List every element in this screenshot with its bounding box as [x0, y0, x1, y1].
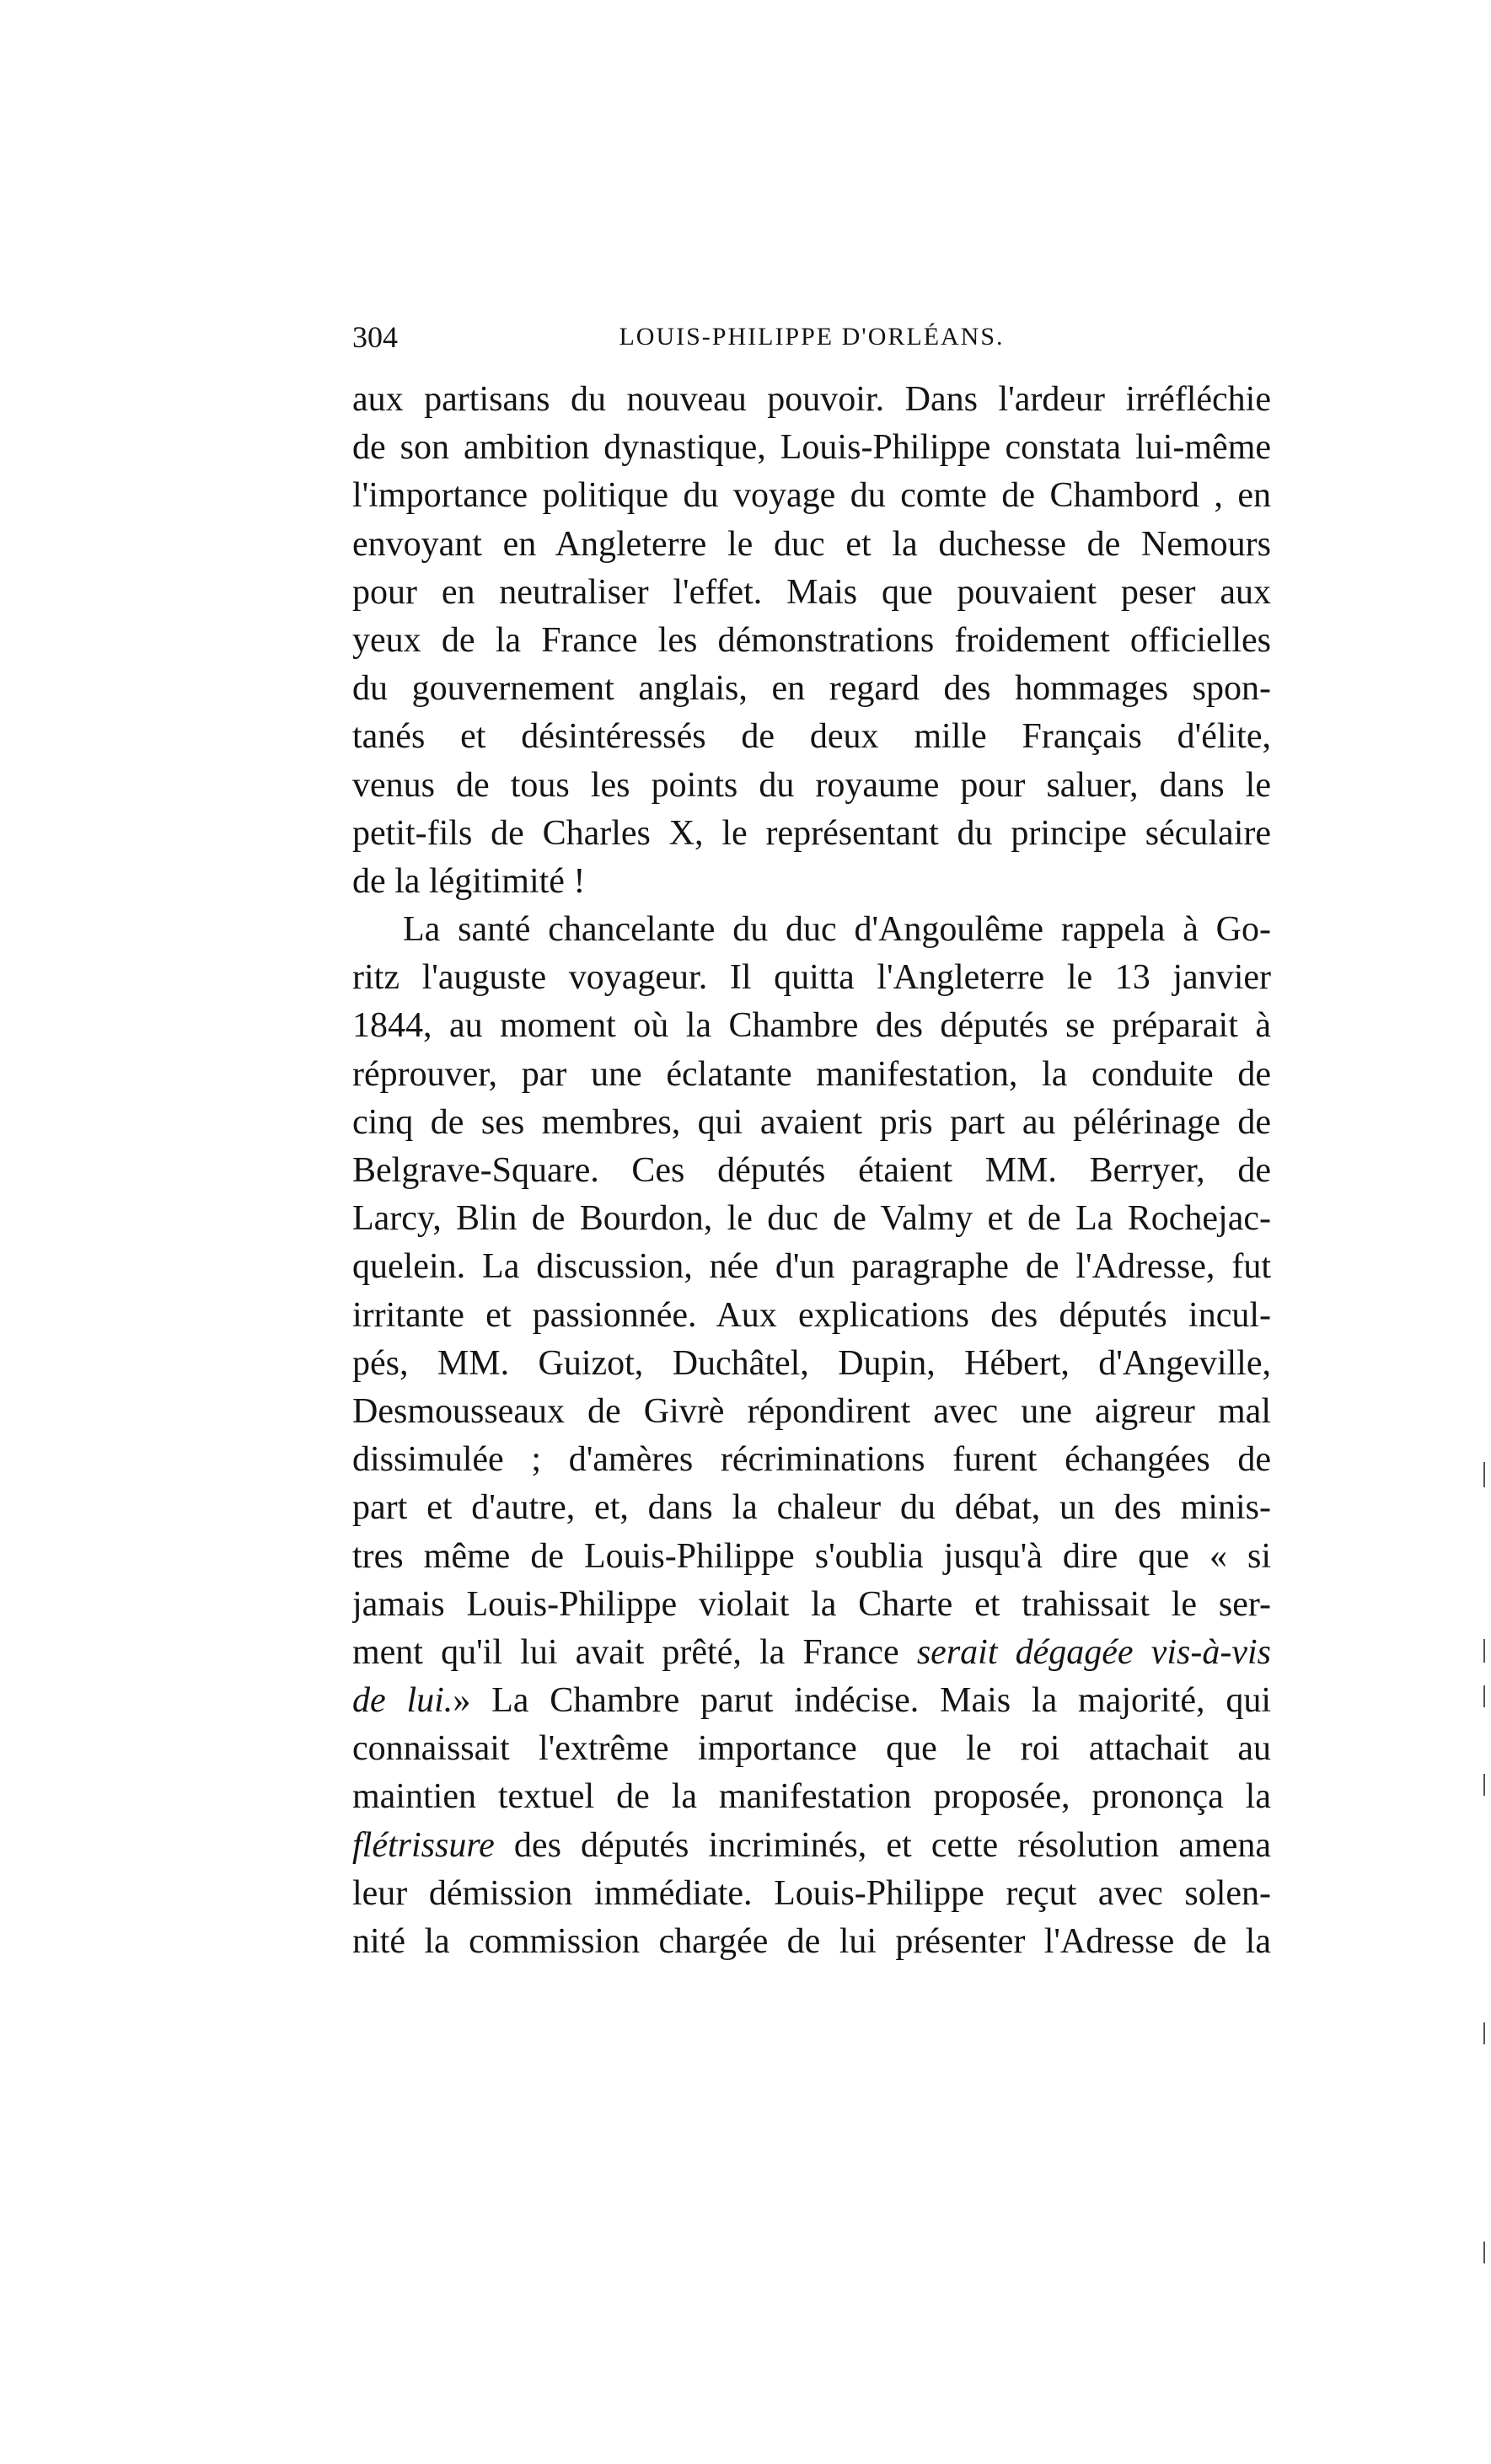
text-line: l'importance politique du voyage du comte de Chambord , en [352, 476, 1271, 516]
text-line: connaissait l'extrême importance que le roi attachait au [352, 1729, 1271, 1769]
scan-mark [1483, 1685, 1485, 1707]
text-line: tres même de Louis-Philippe s'oublia jusqu'à dire que « si [352, 1536, 1271, 1576]
text-line: pés, MM. Guizot, Duchâtel, Dupin, Hébert, d'Angeville, [352, 1343, 1271, 1383]
italic-segment: de lui. [352, 1681, 453, 1721]
text-line: irritante et passionnée. Aux explications des députés incul- [352, 1295, 1271, 1335]
text-line: cinq de ses membres, qui avaient pris part au pélérinage de [352, 1102, 1271, 1142]
text-line: yeux de la France les démonstrations froidement officielles [352, 620, 1271, 660]
text-line: du gouvernement anglais, en regard des hommages spon- [352, 669, 1271, 709]
text-line: aux partisans du nouveau pouvoir. Dans l'ardeur irréfléchie [352, 380, 1271, 419]
scan-mark [1483, 2242, 1485, 2263]
text-line-mixed [352, 1629, 1271, 1677]
scan-mark [1483, 2022, 1485, 2044]
text-line: petit-fils de Charles X, le représentant du principe séculaire [352, 813, 1271, 853]
text-segment: des députés incriminés, et cette résolution amena [513, 1825, 1271, 1865]
text-line: dissimulée ; d'amères récriminations furent échangées de [352, 1440, 1271, 1480]
text-line: quelein. La discussion, née d'un paragraphe de l'Adresse, fut [352, 1247, 1271, 1287]
text-segment: » La Chambre parut indécise. Mais la majorité, qui [453, 1681, 1271, 1721]
text-line: de son ambition dynastique, Louis-Philippe constata lui-même [352, 428, 1271, 468]
italic-segment: flétrissure [352, 1825, 495, 1865]
paragraph-end-line: de la légitimité ! [352, 861, 586, 901]
text-line: jamais Louis-Philippe violait la Charte et trahissait le ser- [352, 1584, 1271, 1624]
text-line: venus de tous les points du royaume pour saluer, dans le [352, 765, 1271, 805]
text-line: nité la commission chargée de lui présenter l'Adresse de la [352, 1922, 1271, 1961]
text-line: leur démission immédiate. Louis-Philippe reçut avec solen- [352, 1873, 1271, 1913]
scan-mark [1483, 1462, 1485, 1487]
running-header [352, 316, 1271, 358]
running-title: LOUIS-PHILIPPE D'ORLÉANS. [619, 323, 1005, 351]
page-number: 304 [352, 320, 398, 354]
scan-mark [1483, 1774, 1485, 1796]
text-line: envoyant en Angleterre le duc et la duchesse de Nemours [352, 524, 1271, 564]
text-line: Desmousseaux de Givrè répondirent avec une aigreur mal [352, 1391, 1271, 1431]
italic-segment: serait dégagée vis-à-vis [916, 1632, 1271, 1672]
body-text [352, 376, 1271, 1966]
text-line-mixed [352, 1677, 1271, 1725]
scan-mark [1483, 1639, 1485, 1663]
text-line: réprouver, par une éclatante manifestation, la conduite de [352, 1054, 1271, 1094]
text-line: tanés et désintéressés de deux mille Français d'élite, [352, 717, 1271, 757]
text-line: ritz l'auguste voyageur. Il quitta l'Angleterre le 13 janvier [352, 958, 1271, 998]
text-line: part et d'autre, et, dans la chaleur du débat, un des minis- [352, 1488, 1271, 1528]
text-line: Larcy, Blin de Bourdon, le duc de Valmy et de La Rochejac- [352, 1199, 1271, 1239]
text-line: pour en neutraliser l'effet. Mais que pouvaient peser aux [352, 572, 1271, 612]
text-line: Belgrave-Square. Ces députés étaient MM. Berryer, de [352, 1151, 1271, 1190]
text-line: 1844, au moment où la Chambre des députés se préparait à [352, 1006, 1271, 1046]
text-segment: ment qu'il lui avait prêté, la France [352, 1632, 899, 1672]
text-line: maintien textuel de la manifestation proposée, prononça la [352, 1777, 1271, 1817]
paragraph-start-line: La santé chancelante du duc d'Angoulême rappela à Go- [403, 910, 1271, 950]
text-line-mixed [352, 1822, 1271, 1870]
